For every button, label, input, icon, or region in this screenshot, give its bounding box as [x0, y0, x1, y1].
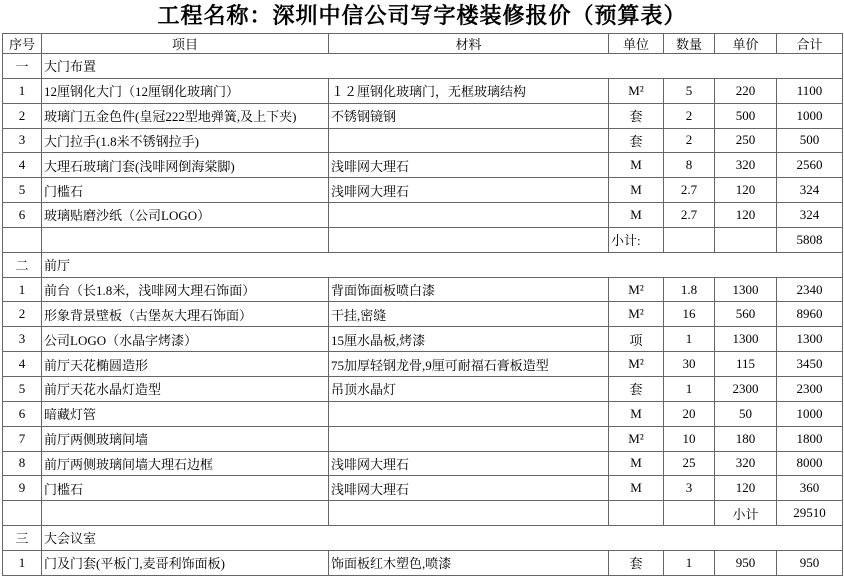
cell-price: 1300 — [715, 327, 777, 352]
cell-unit: 套 — [609, 103, 664, 128]
cell-unit: M² — [609, 277, 664, 302]
cell-price: 120 — [715, 203, 777, 228]
column-header-total: 合计 — [777, 34, 843, 54]
cell-total: 324 — [777, 178, 843, 203]
cell-no: 5 — [3, 376, 42, 401]
cell-total: 1800 — [777, 426, 843, 451]
table-row — [3, 451, 843, 476]
cell-no: 2 — [3, 103, 42, 128]
cell-total: 360 — [777, 476, 843, 501]
table-header — [3, 34, 843, 54]
cell-price: 115 — [715, 352, 777, 377]
cell-price: 50 — [715, 401, 777, 426]
column-header-price: 单价 — [715, 34, 777, 54]
cell-total: 950 — [777, 550, 843, 575]
cell-total: 500 — [777, 128, 843, 153]
cell-material — [329, 128, 609, 153]
empty-cell — [42, 501, 329, 526]
cell-material: 浅啡网大理石 — [329, 153, 609, 178]
document-title: 工程名称：深圳中信公司写字楼装修报价（预算表） — [157, 3, 687, 28]
cell-unit: M — [609, 203, 664, 228]
empty-cell — [664, 501, 715, 526]
quotation-table — [2, 33, 843, 576]
cell-no: 1 — [3, 78, 42, 103]
cell-material: 75加厚轻钢龙骨,9厘可耐福石膏板造型 — [329, 352, 609, 377]
cell-material — [329, 426, 609, 451]
column-header-qty: 数量 — [664, 34, 715, 54]
cell-item: 大理石玻璃门套(浅啡网倒海棠脚) — [42, 153, 329, 178]
table-row — [3, 78, 843, 103]
empty-cell — [42, 227, 329, 252]
cell-item: 玻璃门五金色件(皇冠222型地弹簧,及上下夹) — [42, 103, 329, 128]
cell-unit: M² — [609, 426, 664, 451]
cell-material: 背面饰面板喷白漆 — [329, 277, 609, 302]
table-row — [3, 352, 843, 377]
cell-no: 8 — [3, 451, 42, 476]
cell-price: 500 — [715, 103, 777, 128]
cell-item: 前厅天花水晶灯造型 — [42, 376, 329, 401]
cell-unit: M² — [609, 352, 664, 377]
cell-material — [329, 401, 609, 426]
cell-price: 1300 — [715, 277, 777, 302]
cell-price: 320 — [715, 451, 777, 476]
cell-qty: 10 — [664, 426, 715, 451]
cell-qty: 1 — [664, 376, 715, 401]
table-row — [3, 376, 843, 401]
subtotal-row — [3, 501, 843, 526]
cell-item: 门及门套(平板门,麦哥利饰面板) — [42, 550, 329, 575]
cell-unit: M — [609, 451, 664, 476]
subtotal-row — [3, 227, 843, 252]
cell-qty: 3 — [664, 476, 715, 501]
cell-price: 560 — [715, 302, 777, 327]
cell-total: 2300 — [777, 376, 843, 401]
table-body — [3, 54, 843, 576]
section-row — [3, 526, 843, 551]
cell-unit: 套 — [609, 376, 664, 401]
section-row — [3, 54, 843, 79]
column-header-item: 项目 — [42, 34, 329, 54]
cell-material: 浅啡网大理石 — [329, 178, 609, 203]
empty-cell — [329, 501, 609, 526]
cell-unit: 套 — [609, 550, 664, 575]
table-row — [3, 103, 843, 128]
table-row — [3, 426, 843, 451]
table-row — [3, 178, 843, 203]
section-name-cell: 大会议室 — [42, 526, 843, 551]
table-row — [3, 550, 843, 575]
cell-no: 6 — [3, 401, 42, 426]
section-name-cell: 大门布置 — [42, 54, 843, 79]
empty-cell — [3, 227, 42, 252]
cell-no: 1 — [3, 277, 42, 302]
cell-material: 浅啡网大理石 — [329, 476, 609, 501]
cell-unit: 套 — [609, 128, 664, 153]
cell-no: 4 — [3, 352, 42, 377]
cell-material: 饰面板红木塑色,喷漆 — [329, 550, 609, 575]
section-name-cell: 前厅 — [42, 252, 843, 277]
cell-price: 220 — [715, 78, 777, 103]
cell-price: 250 — [715, 128, 777, 153]
cell-unit: M² — [609, 78, 664, 103]
table-row — [3, 277, 843, 302]
subtotal-value-cell: 29510 — [777, 501, 843, 526]
cell-qty: 1.8 — [664, 277, 715, 302]
cell-item: 12厘钢化大门（12厘钢化玻璃门） — [42, 78, 329, 103]
cell-item: 公司LOGO（水晶字烤漆） — [42, 327, 329, 352]
cell-item: 门槛石 — [42, 476, 329, 501]
cell-qty: 2.7 — [664, 203, 715, 228]
cell-qty: 20 — [664, 401, 715, 426]
cell-no: 2 — [3, 302, 42, 327]
cell-qty: 5 — [664, 78, 715, 103]
cell-price: 2300 — [715, 376, 777, 401]
column-header-unit: 单位 — [609, 34, 664, 54]
cell-qty: 2 — [664, 103, 715, 128]
table-row — [3, 401, 843, 426]
cell-material: 15厘水晶板,烤漆 — [329, 327, 609, 352]
cell-item: 前厅天花椭圆造形 — [42, 352, 329, 377]
cell-price: 120 — [715, 178, 777, 203]
subtotal-label-cell: 小计 — [715, 501, 777, 526]
cell-qty: 16 — [664, 302, 715, 327]
section-row — [3, 252, 843, 277]
cell-qty: 8 — [664, 153, 715, 178]
cell-price: 120 — [715, 476, 777, 501]
cell-unit: M — [609, 153, 664, 178]
cell-price: 950 — [715, 550, 777, 575]
cell-item: 前台（长1.8米，浅啡网大理石饰面） — [42, 277, 329, 302]
cell-total: 1000 — [777, 103, 843, 128]
empty-cell — [3, 501, 42, 526]
table-row — [3, 203, 843, 228]
cell-item: 前厅两侧玻璃间墙大理石边框 — [42, 451, 329, 476]
cell-item: 玻璃贴磨沙纸（公司LOGO） — [42, 203, 329, 228]
cell-unit: 项 — [609, 327, 664, 352]
cell-material: 不锈钢镜钢 — [329, 103, 609, 128]
cell-total: 8000 — [777, 451, 843, 476]
empty-cell — [715, 227, 777, 252]
subtotal-label-cell: 小计: — [609, 227, 664, 252]
section-index-cell: 二 — [3, 252, 42, 277]
cell-item: 大门拉手(1.8米不锈钢拉手) — [42, 128, 329, 153]
column-header-no: 序号 — [3, 34, 42, 54]
cell-item: 形象背景壁板（古堡灰大理石饰面） — [42, 302, 329, 327]
empty-cell — [664, 227, 715, 252]
cell-no: 5 — [3, 178, 42, 203]
cell-material: 浅啡网大理石 — [329, 451, 609, 476]
cell-total: 2560 — [777, 153, 843, 178]
cell-no: 3 — [3, 128, 42, 153]
cell-item: 门槛石 — [42, 178, 329, 203]
cell-unit: M — [609, 178, 664, 203]
cell-no: 3 — [3, 327, 42, 352]
cell-qty: 30 — [664, 352, 715, 377]
cell-total: 8960 — [777, 302, 843, 327]
table-row — [3, 153, 843, 178]
cell-qty: 2.7 — [664, 178, 715, 203]
empty-cell — [609, 501, 664, 526]
cell-total: 1000 — [777, 401, 843, 426]
section-index-cell: 三 — [3, 526, 42, 551]
cell-price: 180 — [715, 426, 777, 451]
cell-item: 前厅两侧玻璃间墙 — [42, 426, 329, 451]
cell-item: 暗藏灯管 — [42, 401, 329, 426]
cell-total: 2340 — [777, 277, 843, 302]
table-row — [3, 327, 843, 352]
cell-qty: 25 — [664, 451, 715, 476]
cell-material: １２厘钢化玻璃门，无框玻璃结构 — [329, 78, 609, 103]
cell-no: 1 — [3, 550, 42, 575]
cell-qty: 2 — [664, 128, 715, 153]
cell-total: 324 — [777, 203, 843, 228]
column-header-material: 材料 — [329, 34, 609, 54]
cell-total: 1100 — [777, 78, 843, 103]
cell-qty: 1 — [664, 327, 715, 352]
cell-unit: M² — [609, 302, 664, 327]
cell-price: 320 — [715, 153, 777, 178]
table-row — [3, 476, 843, 501]
cell-no: 6 — [3, 203, 42, 228]
section-index-cell: 一 — [3, 54, 42, 79]
cell-no: 9 — [3, 476, 42, 501]
cell-unit: M — [609, 401, 664, 426]
table-row — [3, 302, 843, 327]
cell-no: 7 — [3, 426, 42, 451]
table-row — [3, 128, 843, 153]
cell-material — [329, 203, 609, 228]
cell-material: 吊顶水晶灯 — [329, 376, 609, 401]
empty-cell — [329, 227, 609, 252]
cell-qty: 1 — [664, 550, 715, 575]
header-row — [3, 34, 843, 54]
cell-total: 1300 — [777, 327, 843, 352]
cell-no: 4 — [3, 153, 42, 178]
cell-unit: M — [609, 476, 664, 501]
cell-material: 干挂,密缝 — [329, 302, 609, 327]
cell-total: 3450 — [777, 352, 843, 377]
subtotal-value-cell: 5808 — [777, 227, 843, 252]
